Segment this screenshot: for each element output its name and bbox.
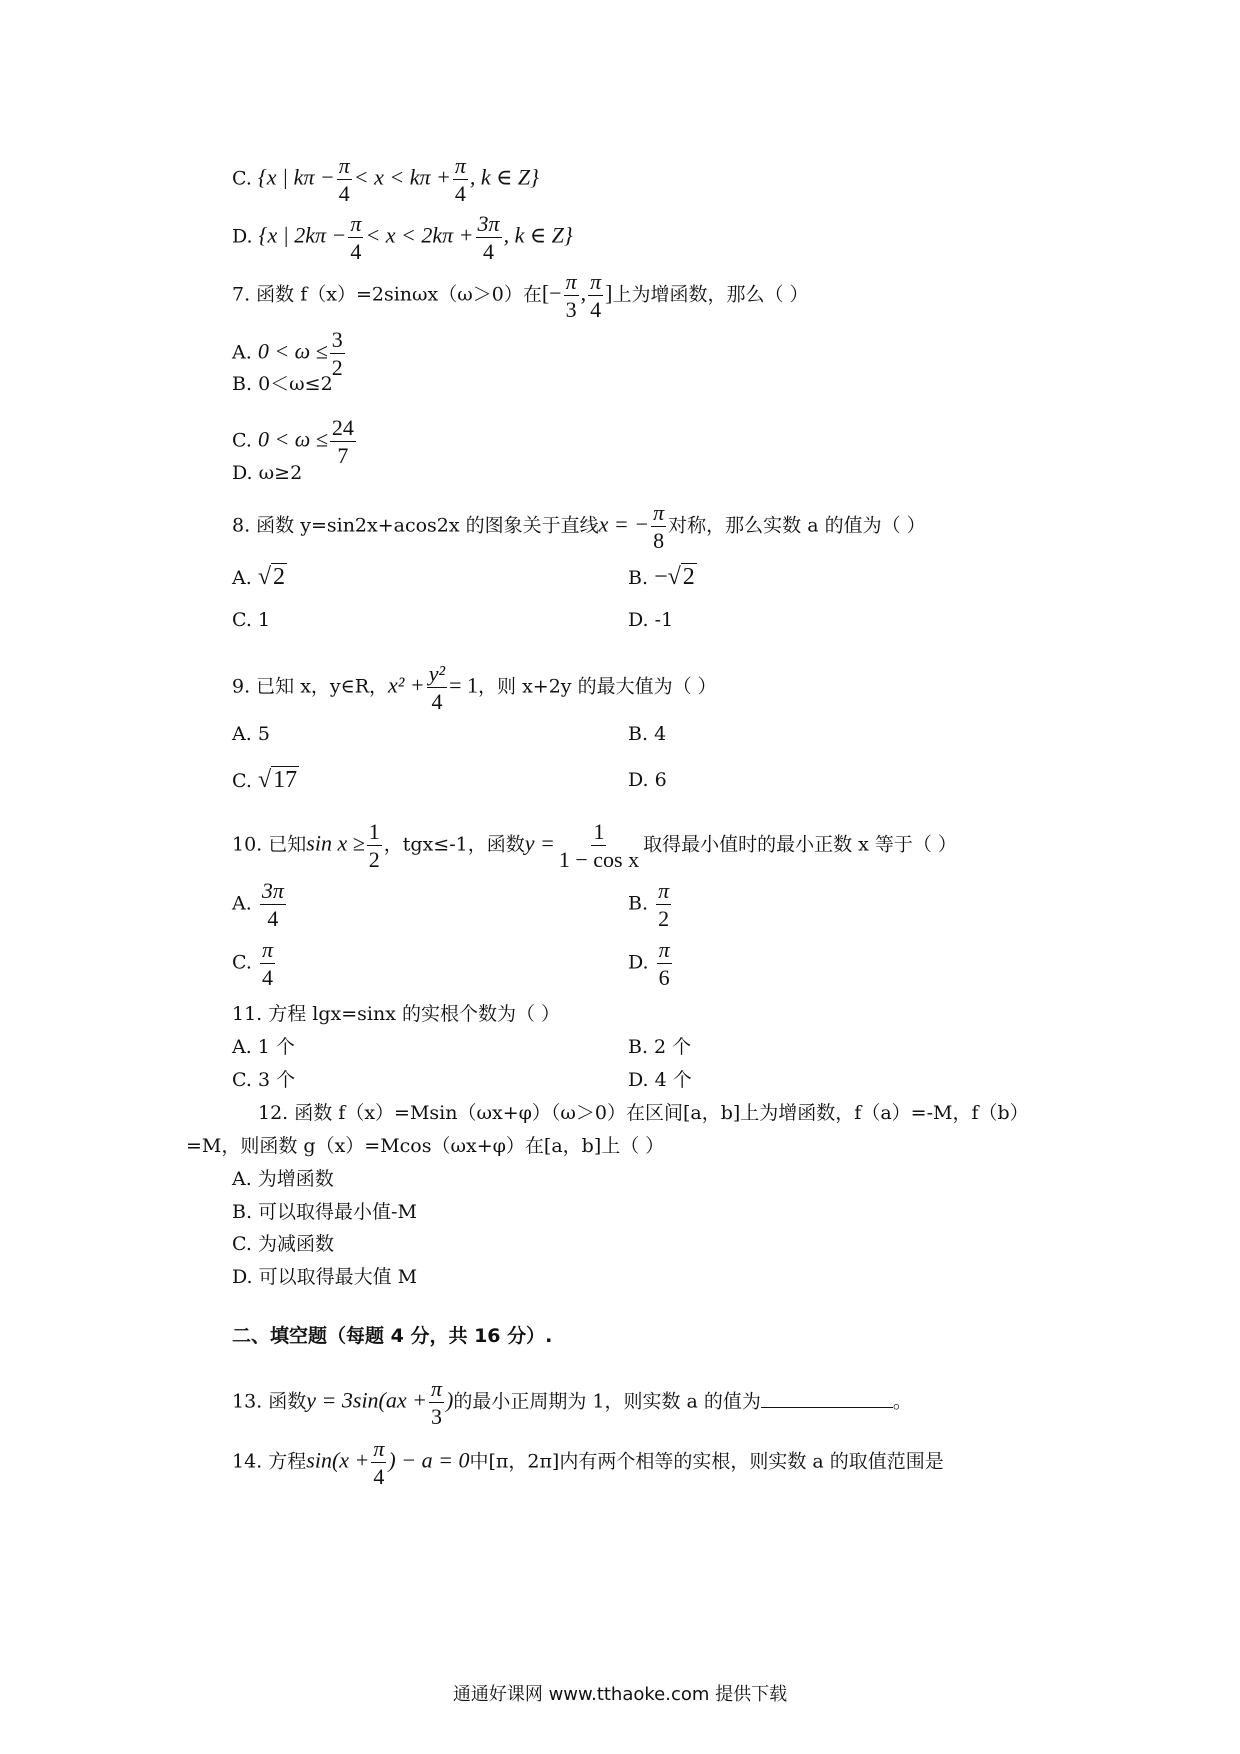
q8-stem: 8. 函数 y=sin2x+acos2x 的图象关于直线x = − $\frac{\pi}{8}$ 对称，那么实数 a 的值为（ ）	[232, 500, 926, 553]
q6-option-d: D. {x | 2kπ − $\frac{\pi}{4}$ < x < 2kπ + $\frac{3\pi}{4}$ , k ∈ Z}	[232, 211, 573, 264]
fraction: $\frac{3\pi}{4}$	[261, 878, 284, 931]
q9-stem: 9. 已知 x，y∈R，x² + $\frac{\text{y²}}{4}$ = 1，则 x+2y 的最大值为（ ）	[232, 661, 717, 714]
fraction: $\frac{\pi}{4}$	[590, 269, 602, 322]
q9-option-c: C. √17	[232, 767, 298, 793]
fraction: $\frac{24}{7}$	[331, 415, 354, 468]
q7-option-b: B. 0＜ω≤2	[232, 373, 333, 395]
q11-option-a: A. 1 个	[232, 1036, 295, 1058]
q12-option-b: B. 可以取得最小值-M	[232, 1201, 417, 1223]
q10-option-a: A. $\frac{3\pi}{4}$	[232, 878, 284, 931]
q11-option-c: C. 3 个	[232, 1069, 296, 1091]
q9-option-a: A. 5	[232, 723, 270, 745]
fraction: $\frac{\pi}{4}$	[338, 153, 350, 206]
q12-option-d: D. 可以取得最大值 M	[232, 1266, 418, 1288]
fraction: $\frac{\pi}{4}$	[373, 1436, 385, 1489]
q10-option-b: B. $\frac{\pi}{2}$	[628, 878, 670, 931]
fraction: $\frac{\pi}{3}$	[565, 269, 577, 322]
answer-blank	[761, 1387, 893, 1408]
q10-option-d: D. $\frac{\pi}{6}$	[628, 937, 670, 990]
q7-option-a: A. 0 < ω ≤ $\frac{3}{2}$	[232, 327, 343, 380]
fraction: $\frac{\pi}{4}$	[261, 937, 273, 990]
fraction: $\frac{3}{2}$	[331, 327, 343, 380]
q7-option-d: D. ω≥2	[232, 462, 303, 484]
q7-option-c: C. 0 < ω ≤ $\frac{24}{7}$	[232, 415, 354, 468]
fraction: $\frac{\pi}{2}$	[658, 878, 670, 931]
q9-option-d: D. 6	[628, 769, 667, 791]
fraction: $\frac{1}{\text{1 − cos x}}$	[558, 819, 640, 872]
square-root: √2	[257, 564, 285, 590]
fraction: $\frac{\pi}{4}$	[454, 153, 466, 206]
fraction: $\frac{\text{y²}}{4}$	[428, 661, 446, 714]
fraction: $\frac{\pi}{8}$	[653, 500, 665, 553]
fraction: $\frac{3\pi}{4}$	[477, 211, 500, 264]
q11-option-b: B. 2 个	[628, 1036, 692, 1058]
q9-option-b: B. 4	[628, 723, 667, 745]
q10-stem: 10. 已知sin x ≥ $\frac{1}{2}$ ，tgx≤-1，函数y = $\frac{1}{\text{1 − cos x}}$ 取得最小值时的最小正数 x 等于（ ）	[232, 819, 957, 872]
q8-option-d: D. -1	[628, 609, 674, 631]
q11-option-d: D. 4 个	[628, 1069, 692, 1091]
q12-option-a: A. 为增函数	[232, 1168, 334, 1190]
q8-option-c: C. 1	[232, 609, 271, 631]
square-root: √17	[257, 767, 298, 793]
q8-option-a: A. √2	[232, 564, 285, 590]
q6-option-c: C. {x | kπ − $\frac{\pi}{4}$ < x < kπ + $\frac{\pi}{4}$ , k ∈ Z}	[232, 153, 539, 206]
fraction: $\frac{1}{2}$	[368, 819, 380, 872]
fraction: $\frac{\pi}{6}$	[658, 937, 670, 990]
q10-option-c: C. $\frac{\pi}{4}$	[232, 937, 273, 990]
q12-stem-line1: 12. 函数 f（x）=Msin（ωx+φ）（ω＞0）在区间[a，b]上为增函数，f（a）=-M，f（b）	[258, 1102, 1029, 1124]
section-title: 二、填空题（每题 4 分，共 16 分）.	[232, 1325, 553, 1347]
page-footer: 通通好课网 www.tthaoke.com 提供下载	[452, 1684, 788, 1705]
fraction: $\frac{\pi}{4}$	[350, 211, 362, 264]
q7-stem: 7. 函数 f（x）=2sinωx（ω＞0）在[− $\frac{\pi}{3}$ , $\frac{\pi}{4}$ ]上为增函数，那么（ ）	[232, 269, 809, 322]
q13-stem: 13. 函数y = 3sin(ax + $\frac{\pi}{3}$ )的最小正周期为 1，则实数 a 的值为 。	[232, 1376, 912, 1429]
q11-stem: 11. 方程 lgx=sinx 的实根个数为（ ）	[232, 1003, 561, 1025]
q12-option-c: C. 为减函数	[232, 1233, 334, 1255]
q8-option-b: B. −√2	[628, 564, 695, 590]
q12-stem-line2: =M，则函数 g（x）=Mcos（ωx+φ）在[a，b]上（ ）	[186, 1135, 665, 1157]
q14-stem: 14. 方程sin(x + $\frac{\pi}{4}$ ) − a = 0中[π，2π]内有两个相等的实根，则实数 a 的取值范围是	[232, 1436, 944, 1489]
fraction: $\frac{\pi}{3}$	[431, 1376, 443, 1429]
square-root: √2	[667, 564, 695, 590]
